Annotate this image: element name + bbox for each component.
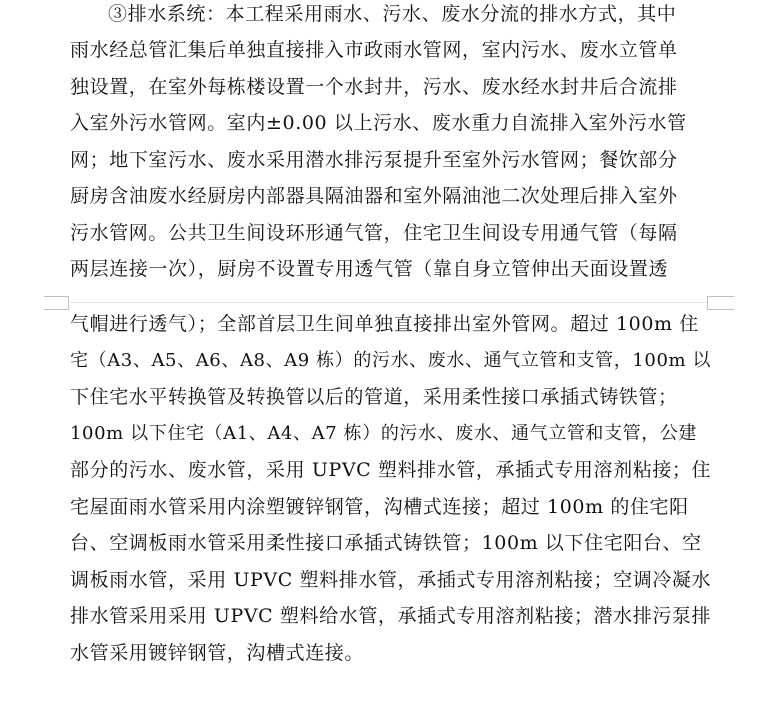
paragraph-line-15: 台、空调板雨水管采用柔性接口承插式铸铁管；100m 以下住宅阳台、空 bbox=[70, 532, 702, 554]
paragraph-line-18: 水管采用镀锌钢管，沟槽式连接。 bbox=[70, 642, 365, 664]
paragraph-line-6: 厨房含油废水经厨房内部器具隔油器和室外隔油池二次处理后排入室外 bbox=[70, 185, 678, 207]
paragraph-line-2: 雨水经总管汇集后单独直接排入市政雨水管网，室内污水、废水立管单 bbox=[70, 39, 678, 61]
paragraph-line-16: 调板雨水管，采用 UPVC 塑料排水管，承插式专用溶剂粘接；空调冷凝水 bbox=[70, 569, 712, 591]
paragraph-line-8: 两层连接一次），厨房不设置专用透气管（靠自身立管伸出天面设置透 bbox=[70, 258, 669, 280]
page-break-line bbox=[68, 302, 707, 303]
paragraph-line-1: ③排水系统：本工程采用雨水、污水、废水分流的排水方式，其中 bbox=[108, 3, 677, 25]
paragraph-line-14: 宅屋面雨水管采用内涂塑镀锌钢管，沟槽式连接；超过 100m 的住宅阳 bbox=[70, 496, 689, 518]
paragraph-line-5: 网；地下室污水、废水采用潜水排污泵提升至室外污水管网；餐饮部分 bbox=[70, 149, 678, 171]
paragraph-line-11: 下住宅水平转换管及转换管以后的管道，采用柔性接口承插式铸铁管； bbox=[70, 386, 678, 408]
paragraph-line-3: 独设置，在室外每栋楼设置一个水封井，污水、废水经水封井后合流排 bbox=[70, 76, 678, 98]
paragraph-line-10: 宅（A3、A5、A6、A8、A9 栋）的污水、废水、通气立管和支管，100m 以 bbox=[70, 350, 712, 371]
paragraph-line-7: 污水管网。公共卫生间设环形通气管，住宅卫生间设专用通气管（每隔 bbox=[70, 222, 678, 244]
paragraph-line-13: 部分的污水、废水管，采用 UPVC 塑料排水管，承插式专用溶剂粘接；住 bbox=[70, 459, 712, 481]
page-break-right-marker bbox=[707, 296, 734, 310]
paragraph-line-9: 气帽进行透气）；全部首层卫生间单独直接排出室外管网。超过 100m 住 bbox=[70, 313, 699, 335]
paragraph-line-17: 排水管采用采用 UPVC 塑料给水管，承插式专用溶剂粘接；潜水排污泵排 bbox=[70, 605, 712, 627]
page-break-left-marker bbox=[44, 296, 69, 310]
paragraph-line-4: 入室外污水管网。室内±0.00 以上污水、废水重力自流排入室外污水管 bbox=[70, 112, 687, 134]
paragraph-line-12: 100m 以下住宅（A1、A4、A7 栋）的污水、废水、通气立管和支管，公建 bbox=[70, 423, 698, 444]
